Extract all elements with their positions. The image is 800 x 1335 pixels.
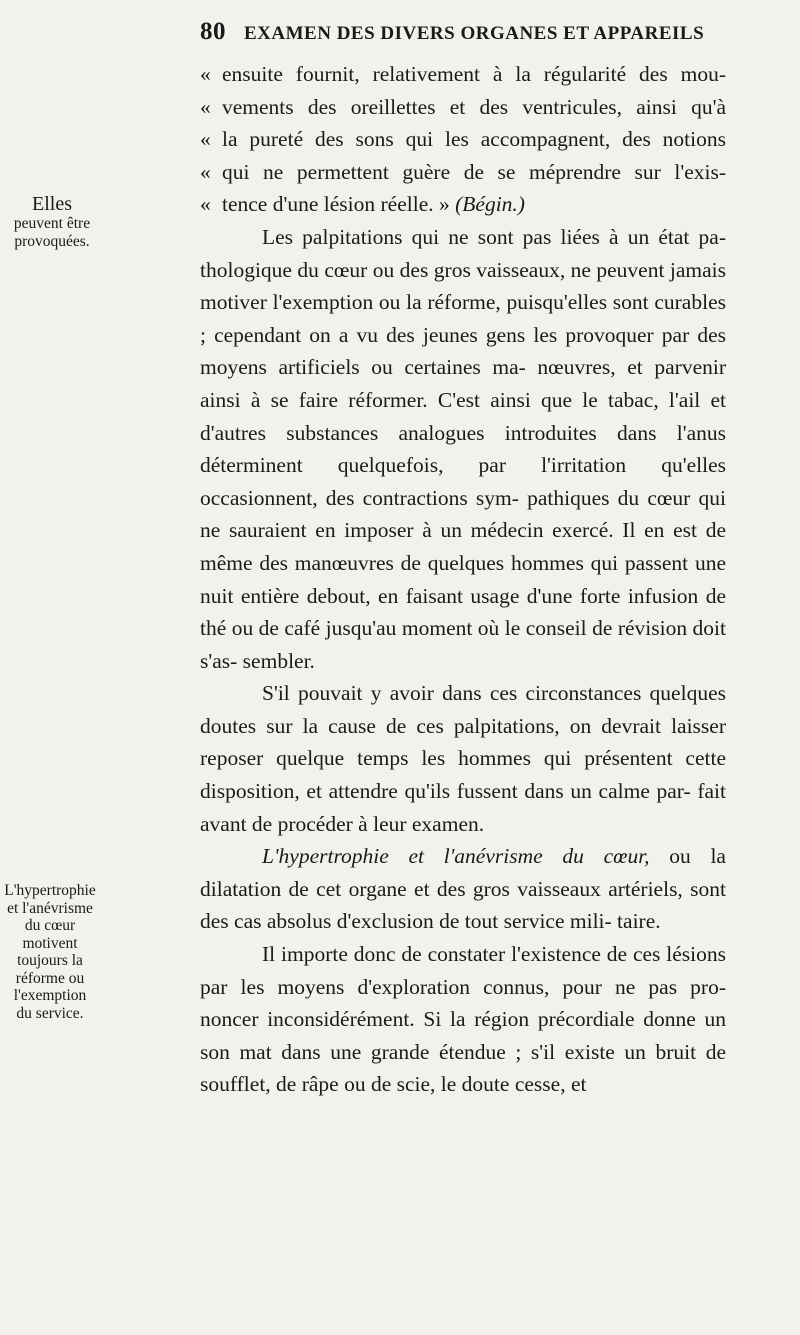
italic-term: L'hypertrophie et l'anévrisme du cœur, <box>262 844 650 869</box>
quote-mark: « <box>200 94 211 119</box>
quote-mark: « <box>200 192 211 217</box>
quote-attribution: (Bégin.) <box>455 192 525 217</box>
quote-line: « qui ne permettent guère de se méprendre sur l'exis- <box>200 156 726 189</box>
margin-note-line: peuvent être <box>13 215 91 232</box>
quote-line: « tence d'une lésion réelle. » (Bégin.) <box>200 188 726 221</box>
margin-note-line: L'hypertrophie <box>4 882 96 899</box>
margin-note-line: toujours la <box>17 952 83 969</box>
margin-note-palpitations <box>4 193 100 250</box>
margin-note-line: motivent <box>22 934 78 952</box>
margin-note-line: l'exemption <box>13 987 87 1004</box>
margin-note-hypertrophie <box>0 882 100 1022</box>
paragraph-palpitations: Les palpitations qui ne sont pas liées à un état pa- thologique du cœur ou des gros vaisseaux, ne peuvent jamais motiver l'exemption ou la réforme, puisqu'elles sont curables ; cependant on a vu des jeunes gens les provoquer par des moyens artificiels ou certaines ma- nœuvres, et parvenir ainsi à se faire réformer. C'est ainsi que le tabac, l'ail et d'autres substances analogues introduites dans l'anus déterminent quelquefois, par l'irritation qu'elles occasionnent, des contractions sym- pathiques du cœur qui ne sauraient en imposer à un médecin exercé. Il en est de même des manœuvres de quelques hommes qui passent une nuit entière debout, en faisant usage d'une forte infusion de thé ou de café jusqu'au moment où le conseil de révision doit s'as- sembler. <box>200 224 726 673</box>
running-header <box>200 18 720 46</box>
paragraph-text: ou la dilatation de cet organe et des gros vaisseaux artériels, sont des cas absolus d'exclusion de tout service mili- taire. <box>200 844 726 934</box>
quote-mark: « <box>200 159 211 184</box>
paragraph-hypertrophie <box>200 840 726 938</box>
page-number: 80 <box>200 18 226 45</box>
running-title: EXAMEN DES DIVERS ORGANES ET APPAREILS <box>244 23 705 44</box>
quote-line: « la pureté des sons qui les accompagnent, des notions <box>200 123 726 156</box>
quote-mark: « <box>200 62 211 86</box>
paragraph-exploration: Il importe donc de constater l'existence de ces lésions par les moyens d'exploration connus, pour ne pas pro- noncer inconsidérément. Si la région précordiale donne un son mat dans une grande étendue ; s'il existe un bruit de soufflet, de râpe ou de scie, le doute cesse, et <box>200 942 726 1097</box>
margin-note-line: du service. <box>16 1004 84 1022</box>
main-text-column <box>200 58 726 1101</box>
margin-note-line: Elles <box>32 193 72 215</box>
quote-mark: « <box>200 127 211 152</box>
quotation-block <box>200 58 726 221</box>
margin-note-line: provoquées. <box>14 232 90 250</box>
margin-note-line: réforme ou <box>15 969 85 987</box>
paragraph-doubts: S'il pouvait y avoir dans ces circonstances quelques doutes sur la cause de ces palpitations, on devrait laisser reposer quelque temps les hommes qui présentent cette disposition, et attendre qu'ils fussent dans un calme par- fait avant de procéder à leur examen. <box>200 681 726 836</box>
quote-line: « ensuite fournit, relativement à la régularité des mou- <box>200 58 726 91</box>
quote-line: « vements des oreillettes et des ventricules, ainsi qu'à <box>200 91 726 124</box>
margin-note-line: du cœur <box>24 917 76 934</box>
margin-note-line: et l'anévrisme <box>7 899 93 917</box>
